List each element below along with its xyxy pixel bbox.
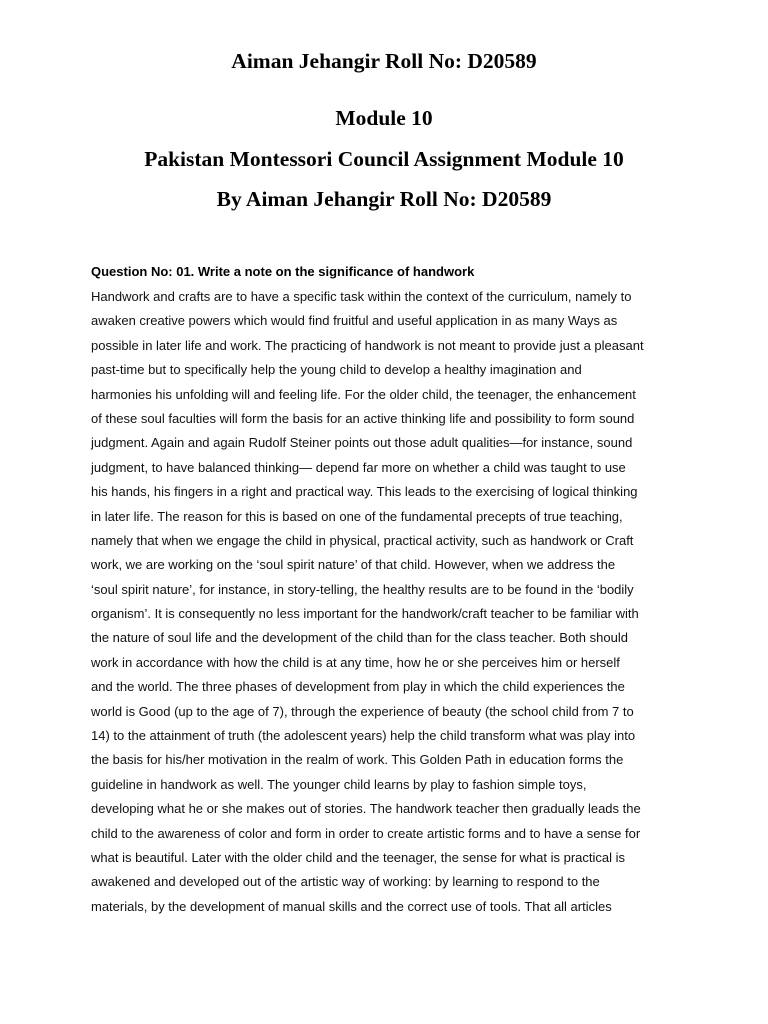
paragraph-line: work in accordance with how the child is at any time, how he or she perceives him or herself	[91, 654, 620, 670]
paragraph-line: developing what he or she makes out of stories. The handwork teacher then gradually leads the	[91, 801, 641, 817]
paragraph-line: awaken creative powers which would find fruitful and useful application in as many Ways as	[91, 313, 618, 329]
paragraph-line: materials, by the development of manual skills and the correct use of tools. That all articles	[91, 898, 612, 914]
paragraph-line: of these soul faculties will form the basis for an active thinking life and possibility to form sound	[91, 410, 635, 426]
paragraph-line: past-time but to specifically help the young child to develop a healthy imagination and	[91, 362, 582, 378]
author-roll-title: Aiman Jehangir Roll No: D20589	[231, 49, 537, 73]
paragraph-line: judgment. Again and again Rudolf Steiner points out those adult qualities—for instance, sound	[91, 435, 633, 451]
answer-paragraph	[91, 287, 691, 921]
paragraph-line: awakened and developed out of the artistic way of working: by learning to respond to the	[91, 874, 600, 890]
paragraph-line: what is beautiful. Later with the older child and the teenager, the sense for what is practical is	[91, 849, 626, 865]
assignment-title: Pakistan Montessori Council Assignment Module 10	[144, 147, 624, 171]
paragraph-line: ‘soul spirit nature’, for instance, in story-telling, the healthy results are to be found in the ‘bodily	[91, 581, 634, 597]
paragraph-line: child to the awareness of color and form in order to create artistic forms and to have a sense for	[91, 825, 641, 841]
paragraph-line: in later life. The reason for this is based on one of the fundamental precepts of true teaching,	[91, 508, 623, 524]
module-title: Module 10	[335, 106, 433, 130]
paragraph-line: the basis for his/her motivation in the realm of work. This Golden Path in education forms the	[91, 752, 624, 768]
paragraph-line: organism’. It is consequently no less important for the handwork/craft teacher to be familiar with	[91, 606, 639, 622]
paragraph-line: his hands, his fingers in a right and practical way. This leads to the exercising of logical thinking	[91, 484, 638, 500]
byline-title: By Aiman Jehangir Roll No: D20589	[216, 187, 552, 211]
paragraph-line: and the world. The three phases of development from play in which the child experiences the	[91, 679, 625, 695]
paragraph-line: namely that when we engage the child in physical, practical activity, such as handwork or Craft	[91, 532, 634, 548]
paragraph-line: world is Good (up to the age of 7), through the experience of beauty (the school child from 7 to	[91, 703, 634, 719]
paragraph-line: possible in later life and work. The practicing of handwork is not meant to provide just a pleasant	[91, 337, 644, 353]
paragraph-line: guideline in handwork as well. The younger child learns by play to fashion simple toys,	[91, 776, 587, 792]
paragraph-line: Handwork and crafts are to have a specific task within the context of the curriculum, namely to	[91, 289, 632, 304]
paragraph-line: the nature of soul life and the development of the child than for the class teacher. Both should	[91, 630, 628, 646]
question-heading: Question No: 01. Write a note on the significance of handwork	[91, 264, 475, 279]
paragraph-line: work, we are working on the ‘soul spirit nature’ of that child. However, when we address the	[91, 557, 616, 573]
paragraph-line: harmonies his unfolding will and feeling life. For the older child, the teenager, the enhancement	[91, 386, 636, 402]
paragraph-line: 14) to the attainment of truth (the adolescent years) help the child transform what was play into	[91, 728, 636, 744]
paragraph-line: judgment, to have balanced thinking— depend far more on whether a child was taught to use	[91, 459, 626, 475]
